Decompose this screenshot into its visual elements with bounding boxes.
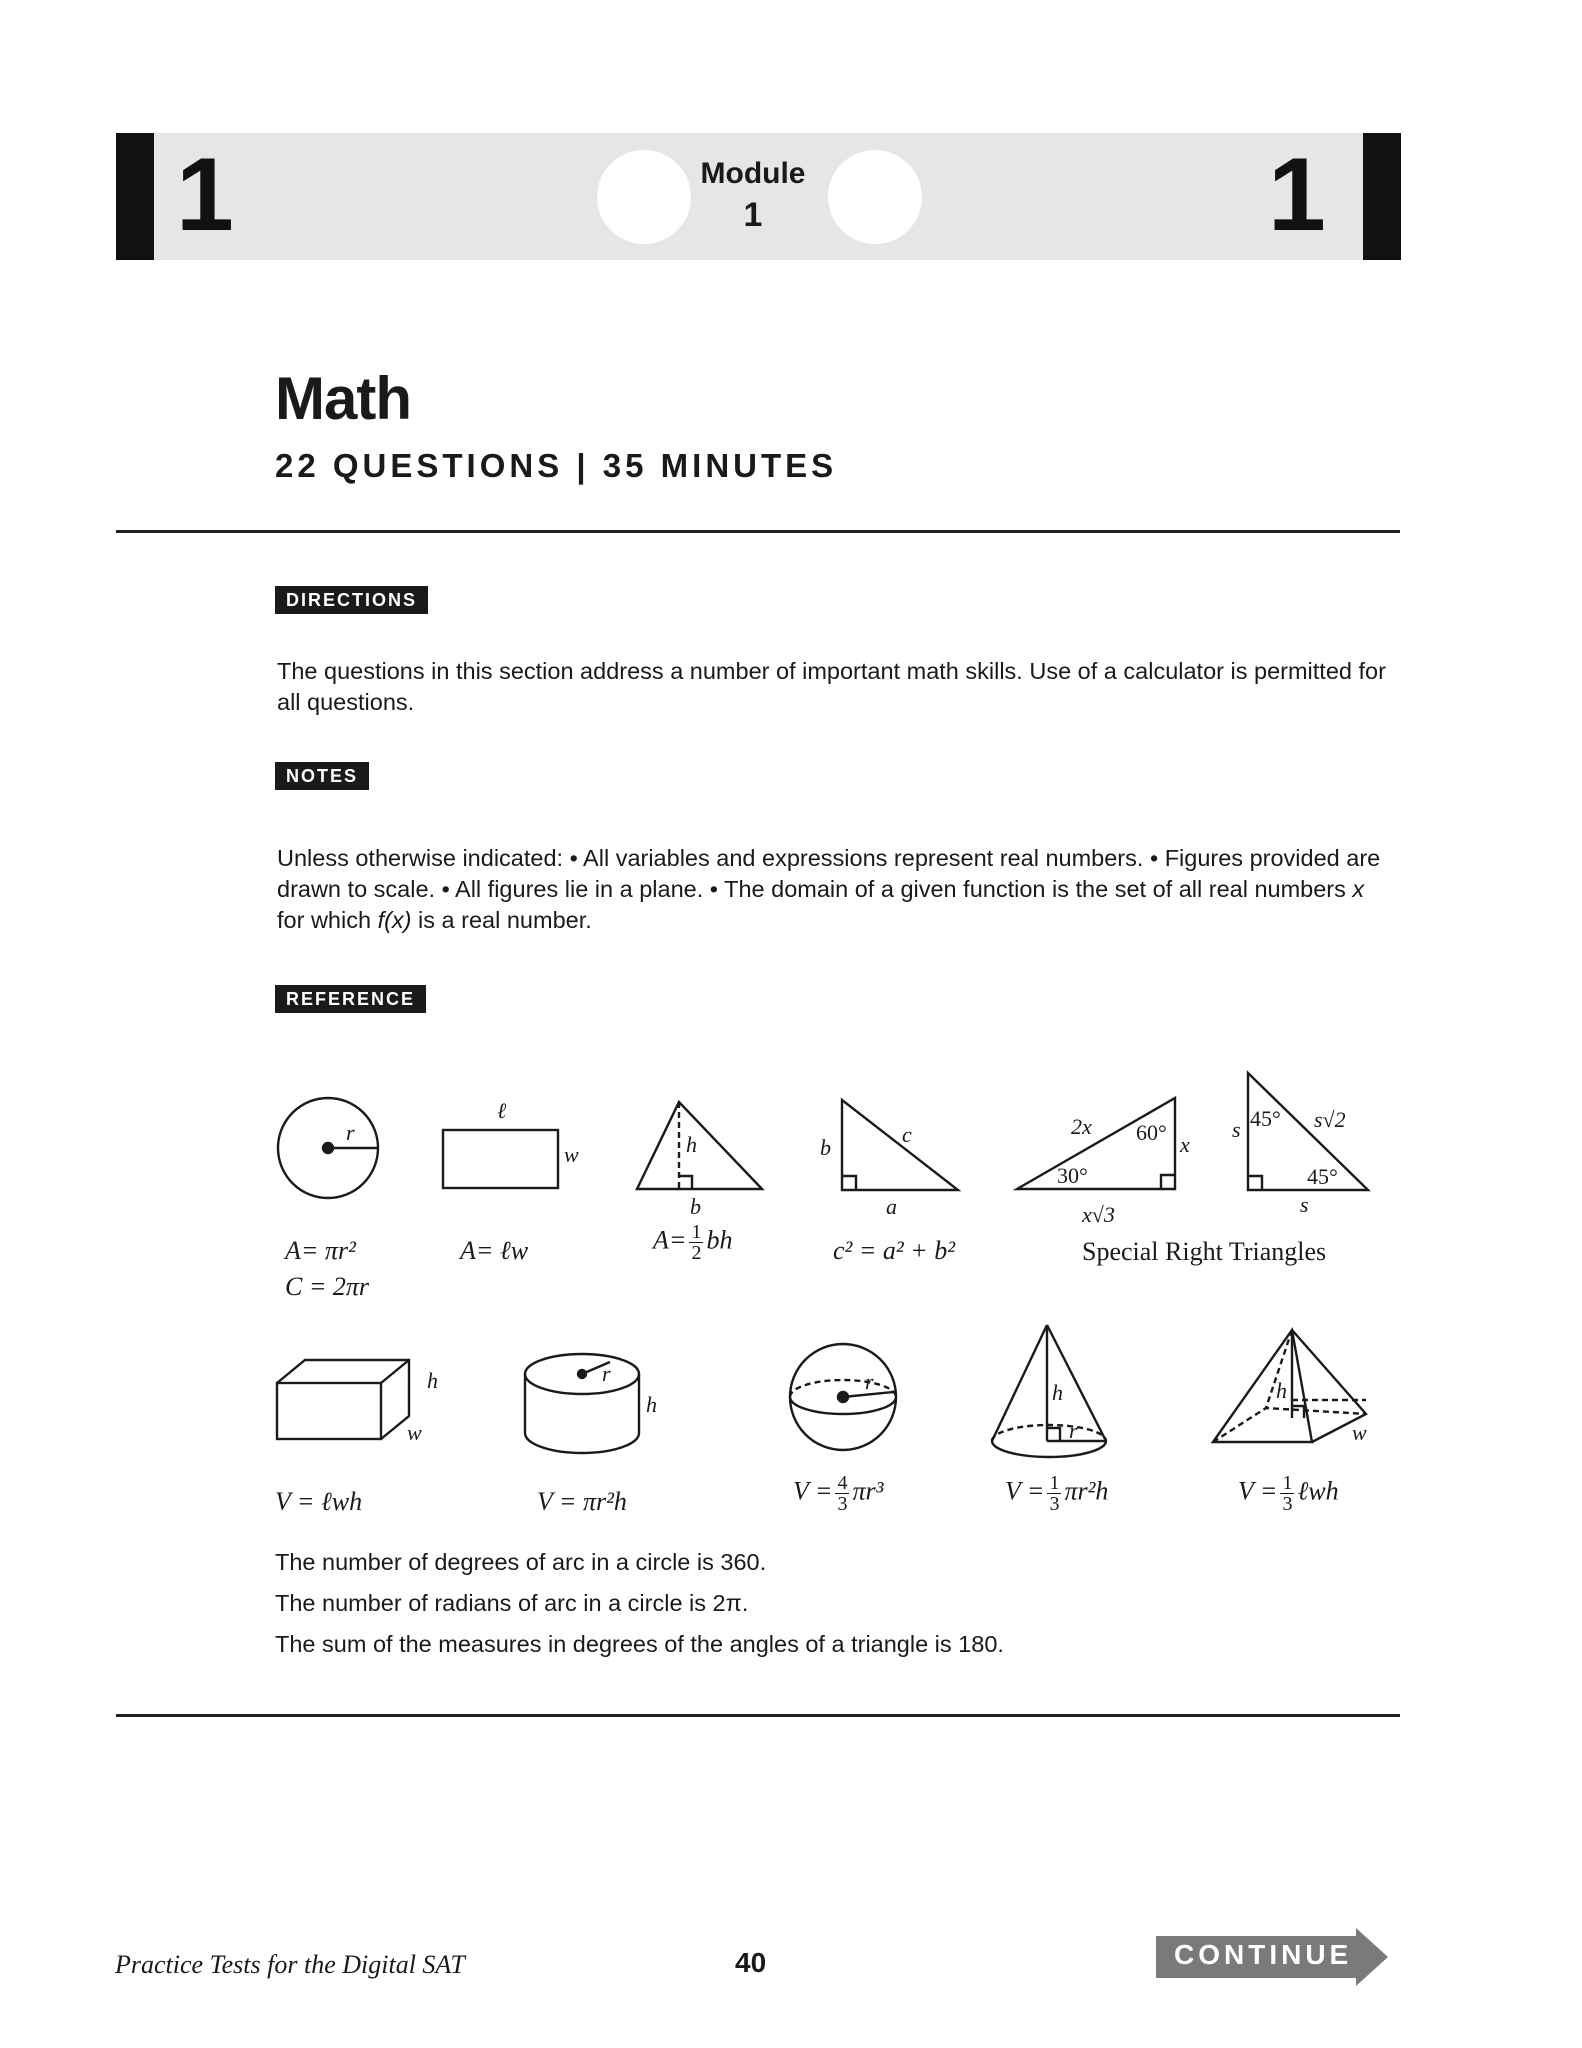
cylinder-height-label: h bbox=[646, 1392, 657, 1417]
pyramid-height-label: h bbox=[1276, 1378, 1287, 1403]
cylinder-radius-label: r bbox=[602, 1361, 611, 1386]
formula-cone-volume bbox=[1005, 1473, 1108, 1514]
cone-volume-lhs: V = bbox=[1005, 1476, 1045, 1506]
triangle-figure bbox=[637, 1102, 762, 1219]
sphere-figure bbox=[790, 1344, 896, 1450]
label-x: x bbox=[1180, 1132, 1190, 1157]
module-number: 1 bbox=[743, 196, 763, 234]
triangle-base-label: b bbox=[690, 1194, 701, 1219]
triangle-30-60-90-figure bbox=[1017, 1098, 1190, 1227]
footer-page-number: 40 bbox=[735, 1947, 767, 1978]
label-30-degrees: 30° bbox=[1057, 1163, 1088, 1188]
continue-button[interactable] bbox=[1156, 1928, 1388, 1986]
triangle-45-45-90-figure bbox=[1232, 1073, 1368, 1217]
label-s-root2: s√2 bbox=[1314, 1107, 1346, 1132]
special-right-triangles-caption: Special Right Triangles bbox=[1082, 1237, 1327, 1266]
pyramid-volume-lhs: V = bbox=[1238, 1476, 1278, 1506]
fact-degrees-in-circle: The number of degrees of arc in a circle is 360. bbox=[275, 1549, 767, 1575]
triangle-area-denominator: 2 bbox=[691, 1242, 702, 1264]
label-x-root3: x√3 bbox=[1082, 1202, 1115, 1227]
formula-pyramid-volume bbox=[1238, 1473, 1339, 1514]
notes-text-part-1: Unless otherwise indicated: • All variables and expressions represent real numbers. • Figures provided are drawn to scale. • All figures lie in a plane. • The domain of a given function is the set of all real numbers bbox=[277, 845, 1381, 902]
reference-label: REFERENCE bbox=[275, 985, 426, 1013]
section-number-left: 1 bbox=[176, 137, 234, 253]
sphere-volume-rhs: πr³ bbox=[852, 1476, 884, 1506]
label-s-bottom: s bbox=[1300, 1192, 1309, 1217]
section-subtitle: 22 QUESTIONS | 35 MINUTES bbox=[275, 447, 838, 484]
notes-var-x: x bbox=[1352, 876, 1365, 902]
footer-book-title: Practice Tests for the Digital SAT bbox=[115, 1950, 465, 1979]
divider-bottom bbox=[116, 1714, 1400, 1717]
circle-radius-label: r bbox=[346, 1120, 355, 1145]
formula-cylinder-volume: V = πr²h bbox=[537, 1487, 627, 1516]
right-triangle-c-label: c bbox=[902, 1122, 912, 1147]
sphere-radius-label: r bbox=[865, 1369, 874, 1394]
sphere-volume-numerator: 4 bbox=[837, 1472, 848, 1494]
sphere-volume-fraction bbox=[835, 1473, 849, 1514]
box-figure bbox=[277, 1360, 438, 1445]
box-width-label: w bbox=[407, 1420, 422, 1445]
circle-figure bbox=[278, 1098, 378, 1198]
triangle-height-label: h bbox=[686, 1132, 697, 1157]
cone-radius-label: r bbox=[1069, 1418, 1078, 1443]
triangle-area-numerator: 1 bbox=[691, 1221, 702, 1243]
directions-text: The questions in this section address a number of important math skills. Use of a calculator is permitted for all questions. bbox=[277, 658, 1386, 715]
cone-volume-rhs: πr²h bbox=[1064, 1476, 1109, 1506]
right-triangle-b-label: b bbox=[820, 1135, 831, 1160]
fact-triangle-angle-sum: The sum of the measures in degrees of the angles of a triangle is 180. bbox=[275, 1631, 1004, 1657]
triangle-area-lhs: A= bbox=[653, 1225, 687, 1255]
rectangle-width-label: w bbox=[564, 1142, 579, 1167]
label-60-degrees: 60° bbox=[1136, 1120, 1167, 1145]
formula-triangle-area bbox=[653, 1222, 732, 1263]
triangle-area-fraction bbox=[689, 1222, 703, 1263]
pyramid-volume-numerator: 1 bbox=[1282, 1472, 1293, 1494]
sphere-volume-denominator: 3 bbox=[837, 1493, 848, 1515]
continue-label: CONTINUE bbox=[1174, 1939, 1353, 1970]
pyramid-width-label: w bbox=[1352, 1420, 1367, 1445]
pyramid-figure bbox=[1213, 1330, 1367, 1445]
box-height-label: h bbox=[427, 1368, 438, 1393]
triangle-area-rhs: bh bbox=[706, 1225, 733, 1255]
formula-pythagorean: c² = a² + b² bbox=[833, 1236, 956, 1265]
rectangle-length-label: ℓ bbox=[497, 1098, 507, 1123]
label-45-bottom: 45° bbox=[1307, 1164, 1338, 1189]
cylinder-figure bbox=[525, 1354, 657, 1453]
cone-volume-numerator: 1 bbox=[1049, 1472, 1060, 1494]
pyramid-volume-rhs: ℓwh bbox=[1297, 1476, 1339, 1506]
formula-rectangle-area: A= ℓw bbox=[460, 1236, 529, 1265]
cone-figure bbox=[992, 1325, 1106, 1457]
label-s-left: s bbox=[1232, 1117, 1241, 1142]
section-title: Math bbox=[275, 365, 411, 432]
right-triangle-a-label: a bbox=[886, 1194, 897, 1219]
sphere-volume-lhs: V = bbox=[793, 1476, 833, 1506]
notes-text-part-3: is a real number. bbox=[411, 907, 592, 933]
notes-var-fx: f(x) bbox=[377, 907, 412, 933]
pyramid-volume-fraction bbox=[1280, 1473, 1294, 1514]
directions-label: DIRECTIONS bbox=[275, 586, 428, 614]
cone-volume-fraction bbox=[1047, 1473, 1061, 1514]
section-number-right: 1 bbox=[1268, 137, 1326, 253]
formula-box-volume: V = ℓwh bbox=[275, 1487, 363, 1516]
formula-circle-area: A= πr² bbox=[285, 1236, 356, 1265]
formula-circle-circumference: C = 2πr bbox=[285, 1272, 370, 1301]
formula-sphere-volume bbox=[793, 1473, 883, 1514]
notes-label: NOTES bbox=[275, 762, 369, 790]
pyramid-volume-denominator: 3 bbox=[1282, 1493, 1293, 1515]
fact-radians-in-circle: The number of radians of arc in a circle is 2π. bbox=[275, 1590, 749, 1616]
right-triangle-figure bbox=[820, 1100, 958, 1219]
label-45-top: 45° bbox=[1250, 1106, 1281, 1131]
notes-text-part-2: for which bbox=[277, 907, 378, 933]
rectangle-figure bbox=[443, 1098, 579, 1188]
label-2x: 2x bbox=[1071, 1114, 1092, 1139]
module-label: Module bbox=[700, 157, 806, 190]
cone-height-label: h bbox=[1052, 1380, 1063, 1405]
cone-volume-denominator: 3 bbox=[1049, 1493, 1060, 1515]
